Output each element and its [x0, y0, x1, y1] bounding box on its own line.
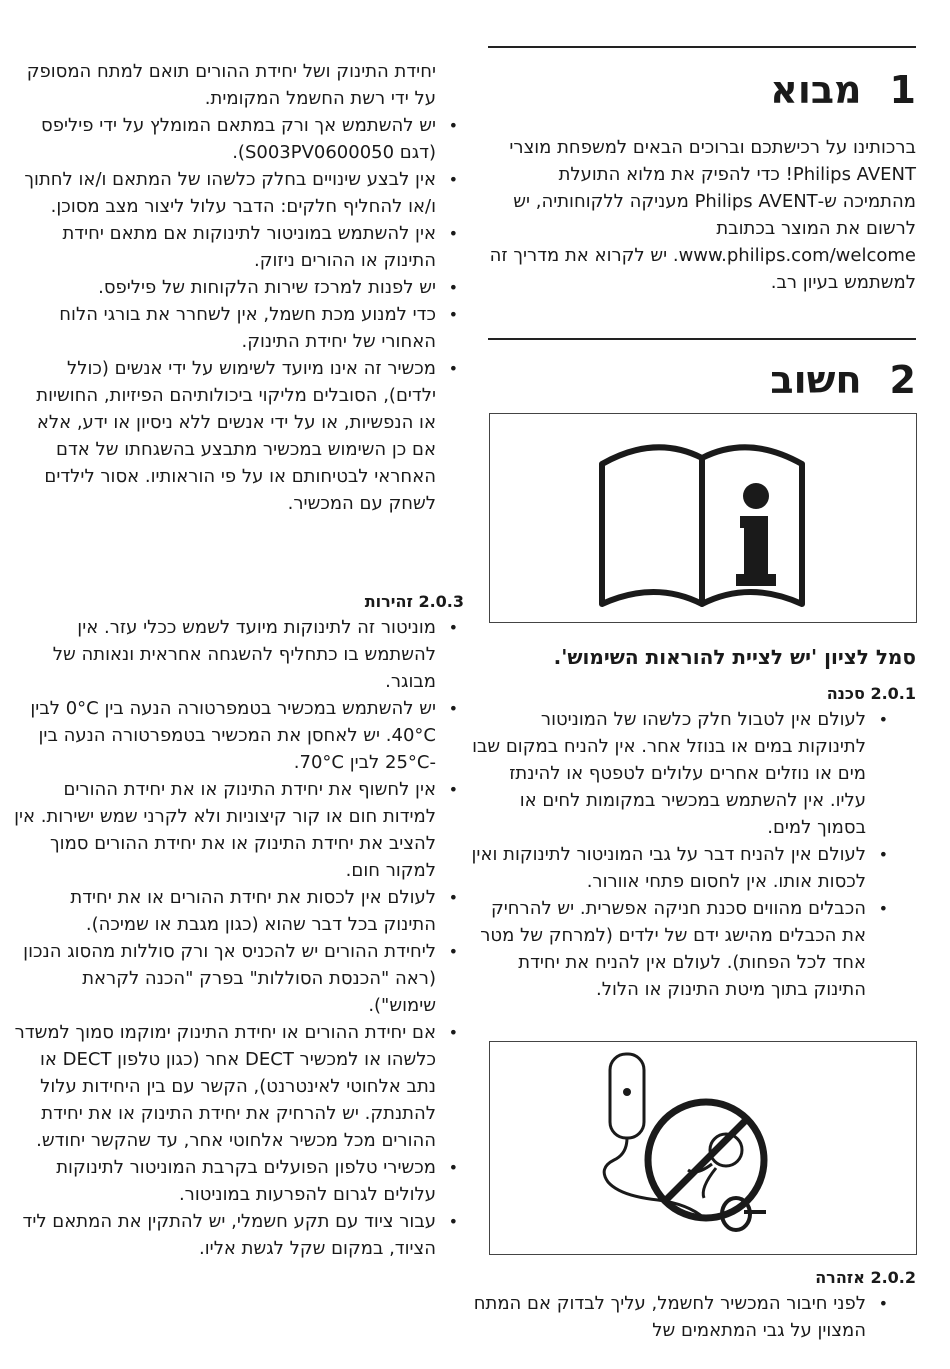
caution-item-4: • לעולם אין לכסות את יחידת ההורים או את יחידת התינוק בכל דבר שהוא (כגון מגבת או שמיכה). — [70, 887, 458, 935]
warning-image-box — [489, 1041, 917, 1255]
caution-item-7: • מכשירי טלפון הפועלים בקרבת המוניטור לתינוקות עלולים לגרום להפרעות במוניטור. — [56, 1157, 458, 1205]
danger-item-1: • לעולם אין לטבול חלק כלשהו של המוניטור לתינוקות במים או בנוזל אחר. אין להניח במקום שבו מים או נוזלים אחרים עלולים לטפטף או להינתז עליו. אין להשתמש במכשיר במקומות לחים או בסמוך למים. — [472, 709, 888, 838]
icon-caption: סמל לציון 'יש לציית להוראות השימוש'. — [553, 645, 916, 669]
danger-heading: 2.0.1 סכנה — [826, 684, 916, 703]
warning-more-item-5: • כדי למנוע מכת חשמל, אין לשחרר את בורגי הלוח האחורי של יחידת התינוק. — [59, 304, 458, 352]
warning-more-item-3: • אין להשתמש במוניטור לתינוקות אם מתאם יחידת התינוק או ההורים ניזוק. — [62, 223, 458, 271]
danger-item-2: • לעולם אין להניח דבר על גבי המוניטור לתינוקות ואין לכסות אותו. אין לחסום פתחי אוורור. — [471, 844, 888, 892]
danger-list — [470, 706, 894, 1003]
section-2-rule — [488, 338, 916, 340]
section-2-title — [488, 358, 916, 402]
section-2-number: 2 — [889, 358, 916, 402]
warning-heading: 2.0.2 אזהרה — [815, 1268, 916, 1287]
warning-continued-text: יחידת התינוק ושל יחידת ההורים תואם למתח המסופק על ידי רשת החשמל המקומית. — [26, 61, 436, 109]
caution-item-2: • יש להשתמש במכשיר בטמפרטורה הנעה בין 0°C לבין 40°C. יש לאחסן את המכשיר בטמפרטורה הנעה בין -25°C לבין 70°C. — [30, 698, 458, 773]
warning-more-item-1: • יש להשתמש אך ורק במתאם המומלץ על ידי פיליפס (דגם S003PV0600050). — [41, 115, 458, 163]
warning-item-1: • לפני חיבור המכשיר לחשמל, עליך לבדוק אם המתח המצוין על גבי המתאמים של — [473, 1293, 888, 1341]
warning-continued-list — [14, 58, 464, 517]
warning-more-item-6: • מכשיר זה אינו מיועד לשימוש על ידי אנשים (כולל ילדים), הסובלים מליקוי ביכולותיהם הפיזיות, החושיות או הנפשיות, או על ידי אנשים ללא ניסיון או ידע, אלא אם כן השימוש במכשיר מתבצע בהשגחתו של אדם האחראי לבטיחותם או על פי הוראותיו. אסור לילדים לשחק עם המכשיר. — [36, 358, 458, 514]
caution-list — [14, 614, 464, 1262]
caution-item-1: • מוניטור זה לתינוקות מיועד לשמש ככלי עזר. אין להשתמש בו כתחליף להשגחה אחראית ונאותה של מבוגר. — [52, 617, 458, 692]
section-1-rule — [488, 46, 916, 48]
section-1-title — [488, 68, 916, 112]
caution-item-6: • אם יחידת ההורים או יחידת התינוק ימוקמו סמוך למשדר כלשהו או למכשיר DECT אחר (כגון טלפון DECT או נתב אלחוטי לאינטרנט), הקשר עם בין היחידות עלול להתנתק. יש להרחיק את יחידת התינוק או את יחידת ההורים מכל מכשיר אלחוטי אחר, עד שהקשר יחודש. — [14, 1022, 458, 1151]
caution-item-8: • עבור ציוד עם תקע חשמלי, יש להתקין את המתאם ליד הציוד, במקום שקל לגשת אליו. — [22, 1211, 458, 1259]
info-icon-box — [489, 413, 917, 623]
section-2-title-text: חשוב — [770, 358, 862, 402]
section-1-title-text: מבוא — [770, 68, 862, 112]
caution-item-3: • אין לחשוף את יחידת התינוק או את יחידת ההורים למידות חום או קור קיצוניות ולא לקרני שמש ישירות. אין להציב את יחידת התינוק או את יחידת ההורים סמוך למקור חום. — [14, 779, 458, 881]
section-1-number: 1 — [889, 68, 916, 112]
intro-paragraph: ברכותינו על רכישתכם וברוכים הבאים למשפחת מוצרי Philips AVENT! כדי להפיק את מלוא התועלת מהתמיכה ש-Philips AVENT מעניקה ללקוחותיה, יש לרשום את המוצר בכתובת www.philips.com/welcome. יש לקרוא את מדריך זה למשתמש בעיון רב. — [489, 137, 916, 293]
warning-more-item-4: • יש לפנות למרכז שירות הלקוחות של פיליפס. — [98, 277, 458, 298]
danger-item-3: • הכבלים מהווים סכנת חניקה אפשרית. יש להרחיק את הכבלים מהישג ידם של ילדים (למרחק של מטר אחד לכל הפחות). לעולם אין להניח את יחידת התינוק בתוך מיטת התינוק או הלול. — [480, 898, 888, 1000]
caution-item-5: • ליחידת ההורים יש להכניס אך ורק סוללות מהסוג הנכון (ראה "הכנסת הסוללות" בפרק "הכנה לקראת שימוש"). — [23, 941, 458, 1016]
caution-heading: 2.0.3 זהירות — [364, 592, 464, 611]
no-cable-near-baby-icon — [490, 1042, 916, 1254]
read-instructions-icon — [490, 414, 916, 622]
warning-list — [470, 1290, 894, 1344]
warning-more-item-2: • אין לבצע שינויים בחלק כלשהו של המתאם ו/או לחתוך ו/או להחליף חלקים: הדבר עלול ליצור מצב מסוכן. — [24, 169, 458, 217]
